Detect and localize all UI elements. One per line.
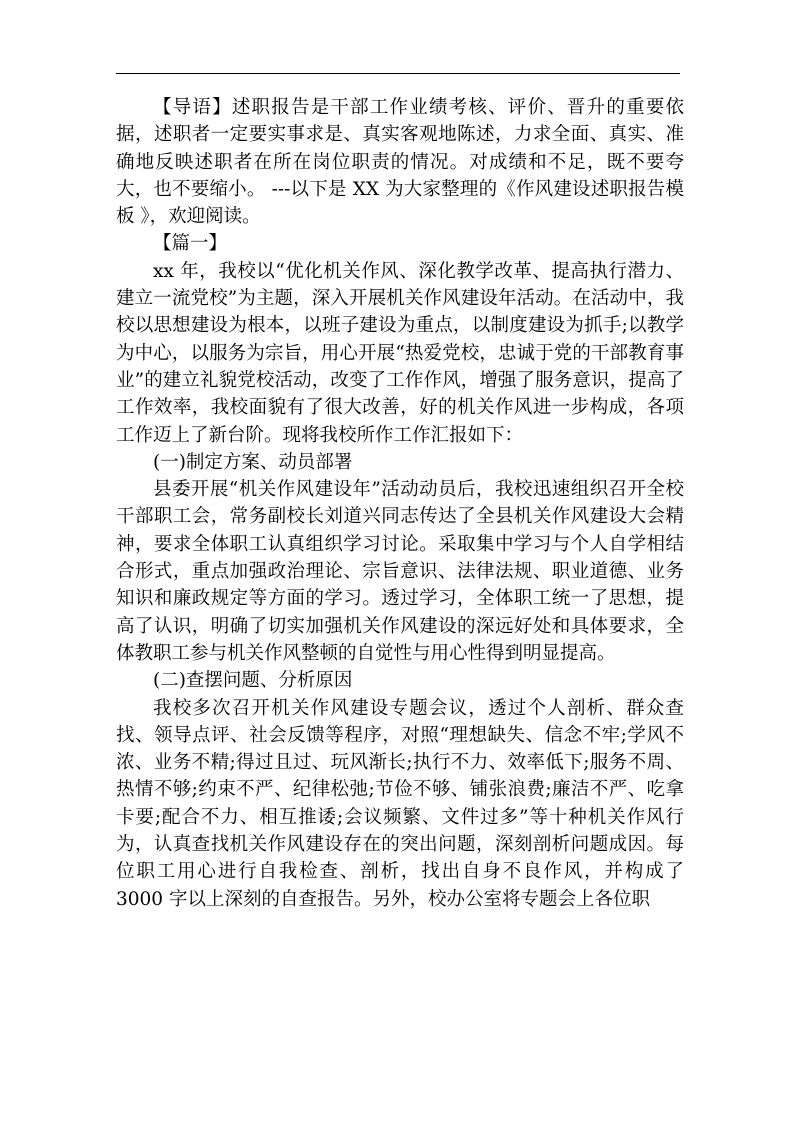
subheading: (一)制定方案、动员部署	[153, 451, 353, 473]
intro-paragraph: 【导语】述职报告是干部工作业绩考核、评价、晋升的重要依据，述职者一定要实事求是、真实客观地陈述，力求全面、真实、准确地反映述职者在所在岗位职责的情况。对成绩和不足，既不要夸大，也不要缩小。 ---以下是 XX 为大家整理的《作风建设述职报告模板 》，欢迎阅读。	[116, 97, 684, 228]
body-paragraph: 县委开展“机关作风建设年”活动动员后，我校迅速组织召开全校干部职工会，常务副校长刘道兴同志传达了全县机关作风建设大会精神，要求全体职工认真组织学习讨论。采取集中学习与个人自学相结合形式，重点加强政治理论、宗旨意识、法律法规、职业道德、业务知识和廉政规定等方面的学习。透过学习，全体职工统一了思想，提高了认识，明确了切实加强机关作风建设的深远好处和具体要求，全体教职工参与机关作风整顿的自觉性与用心性得到明显提高。	[116, 479, 684, 664]
body-paragraph: xx 年，我校以“优化机关作风、深化教学改革、提高执行潜力、建立一流党校”为主题，深入开展机关作风建设年活动。在活动中，我校以思想建设为根本，以班子建设为重点，以制度建设为抓手;以教学为中心，以服务为宗旨，用心开展“热爱党校，忠诚于党的干部教育事业”的建立礼貌党校活动，改变了工作作风，增强了服务意识，提高了工作效率，我校面貌有了很大改善，好的机关作风进一步构成，各项工作迈上了新台阶。现将我校所作工作汇报如下：	[116, 260, 684, 446]
subheading: (二)查摆问题、分析原因	[153, 670, 353, 692]
header-rule	[116, 73, 680, 74]
body-paragraph: 我校多次召开机关作风建设专题会议，透过个人剖析、群众查找、领导点评、社会反馈等程序，对照“理想缺失、信念不牢;学风不浓、业务不精;得过且过、玩风渐长;执行不力、效率低下;服务不周、热情不够;约束不严、纪律松弛;节俭不够、铺张浪费;廉洁不严、吃拿卡要;配合不力、相互推诿;会议频繁、文件过多”等十种机关作风行为，认真查找机关作风建设存在的突出问题，深刻剖析问题成因。每位职工用心进行自我检查、剖析，找出自身不良作风，并构成了 3000 字以上深刻的自查报告。另外，校办公室将专题会上各位职	[116, 697, 684, 910]
document-body	[116, 94, 684, 913]
section-heading: 【篇一】	[153, 233, 228, 255]
